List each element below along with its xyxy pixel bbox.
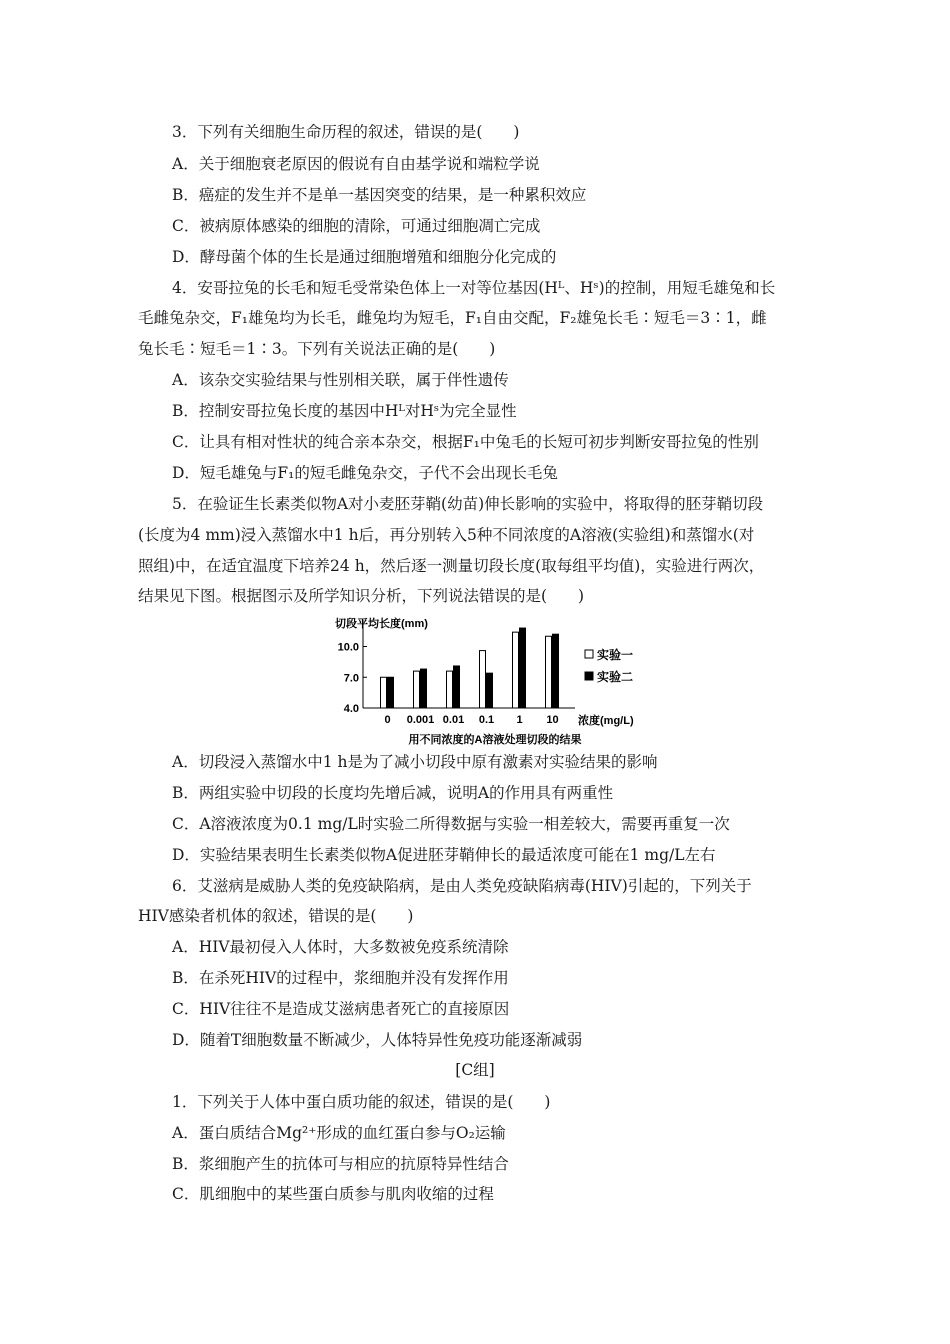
chart-x-tick-label: 10 [546,714,559,726]
chart-x-tick-label: 0.001 [406,714,435,726]
legend-label-2: 实验二 [597,670,634,684]
section-title: [C组] [455,1061,495,1079]
q6-stem-line-2: HIV感染者机体的叙述，错误的是( ) [138,907,414,925]
chart-y-tick-label: 7.0 [343,672,359,685]
q6-stem-line-1: 6．艾滋病是威胁人类的免疫缺陷病，是由人类免疫缺陷病毒(HIV)引起的，下列关于 [172,877,752,895]
q5-option-a: A．切段浸入蒸馏水中1 h是为了减小切段中原有激素对实验结果的影响 [172,753,658,771]
chart-x-tick-label: 1 [516,714,523,726]
chart-x-tick-label: 0.01 [442,714,465,726]
q3-stem: 3．下列有关细胞生命历程的叙述，错误的是( ) [172,123,520,141]
chart-ylabel: 切段平均长度(mm) [335,618,428,630]
chart-xlabel: 浓度(mg/L) [578,715,634,727]
chart-bar-2 [421,669,427,708]
bar-chart [325,612,665,748]
q4-stem-line-1: 4．安哥拉兔的长毛和短毛受常染色体上一对等位基因(Hᴸ、Hˢ)的控制，用短毛雄兔和长 [172,279,776,297]
q4-stem-line-2: 毛雌兔杂交，F₁雄兔均为长毛，雌兔均为短毛，F₁自由交配，F₂雄兔长毛∶短毛＝3∶1，雌 [138,309,767,327]
chart-x-tick-label: 0.1 [478,714,495,726]
q6-option-a: A．HIV最初侵入人体时，大多数被免疫系统清除 [172,938,509,956]
q3-option-c: C．被病原体感染的细胞的清除，可通过细胞凋亡完成 [172,217,541,235]
q4-option-a: A．该杂交实验结果与性别相关联，属于伴性遗传 [172,371,509,389]
q3-option-b: B．癌症的发生并不是单一基因突变的结果，是一种累积效应 [172,186,587,204]
chart-bar-2 [388,677,394,708]
chart-bar-2 [487,673,493,708]
chart-y-tick-label: 4.0 [343,703,359,715]
q6-option-b: B．在杀死HIV的过程中，浆细胞并没有发挥作用 [172,969,509,987]
q4-option-d: D．短毛雄兔与F₁的短毛雌兔杂交，子代不会出现长毛兔 [172,464,558,482]
q3-option-d: D．酵母菌个体的生长是通过细胞增殖和细胞分化完成的 [172,248,557,266]
chart-bar-1 [447,671,453,708]
chart-bar-1 [546,636,552,708]
legend-swatch-1 [585,650,593,658]
q4-stem-line-3: 兔长毛∶短毛＝1∶3。下列有关说法正确的是( ) [138,340,496,358]
q5-stem-line-1: 5．在验证生长素类似物A对小麦胚芽鞘(幼苗)伸长影响的实验中，将取得的胚芽鞘切段 [172,495,764,513]
chart-x-tick-label: 0 [384,714,391,726]
legend-label-1: 实验一 [597,648,634,662]
q3-option-a: A．关于细胞衰老原因的假说有自由基学说和端粒学说 [172,155,540,173]
chart-bar-1 [513,632,519,708]
q4-option-b: B．控制安哥拉兔长度的基因中Hᴸ对Hˢ为完全显性 [172,402,517,420]
q5-stem-line-4: 结果见下图。根据图示及所学知识分析，下列说法错误的是( ) [138,587,585,605]
q4-option-c: C．让具有相对性状的纯合亲本杂交，根据F₁中兔毛的长短可初步判断安哥拉兔的性别 [172,433,759,451]
chart-bar-1 [414,671,420,708]
c1-option-a: A．蛋白质结合Mg²⁺形成的血红蛋白参与O₂运输 [172,1124,506,1142]
q5-stem-line-2: (长度为4 mm)浸入蒸馏水中1 h后，再分别转入5种不同浓度的A溶液(实验组)和蒸馏水(对 [138,526,755,544]
chart-bar-1 [480,651,486,708]
bar-chart-svg [325,612,665,748]
c1-option-b: B．浆细胞产生的抗体可与相应的抗原特异性结合 [172,1155,509,1173]
q5-option-d: D．实验结果表明生长素类似物A促进胚芽鞘伸长的最适浓度可能在1 mg/L左右 [172,846,716,864]
c1-stem: 1．下列关于人体中蛋白质功能的叙述，错误的是( ) [172,1093,551,1111]
c1-option-c: C．肌细胞中的某些蛋白质参与肌肉收缩的过程 [172,1185,494,1203]
chart-title: 用不同浓度的A溶液处理切段的结果 [408,734,582,746]
q6-option-d: D．随着T细胞数量不断减少，人体特异性免疫功能逐渐减弱 [172,1031,583,1049]
chart-bar-2 [520,628,526,708]
q5-option-b: B．两组实验中切段的长度均先增后减，说明A的作用具有两重性 [172,784,614,802]
chart-y-tick-label: 10.0 [337,641,359,654]
chart-bar-1 [381,677,387,708]
q5-option-c: C．A溶液浓度为0.1 mg/L时实验二所得数据与实验一相差较大，需要再重复一次 [172,815,730,833]
chart-bar-2 [553,634,559,708]
chart-bar-2 [454,666,460,708]
q5-stem-line-3: 照组)中，在适宜温度下培养24 h，然后逐一测量切段长度(取每组平均值)，实验进行两次， [138,557,765,575]
legend-swatch-2 [585,672,593,680]
q6-option-c: C．HIV往往不是造成艾滋病患者死亡的直接原因 [172,1000,510,1018]
